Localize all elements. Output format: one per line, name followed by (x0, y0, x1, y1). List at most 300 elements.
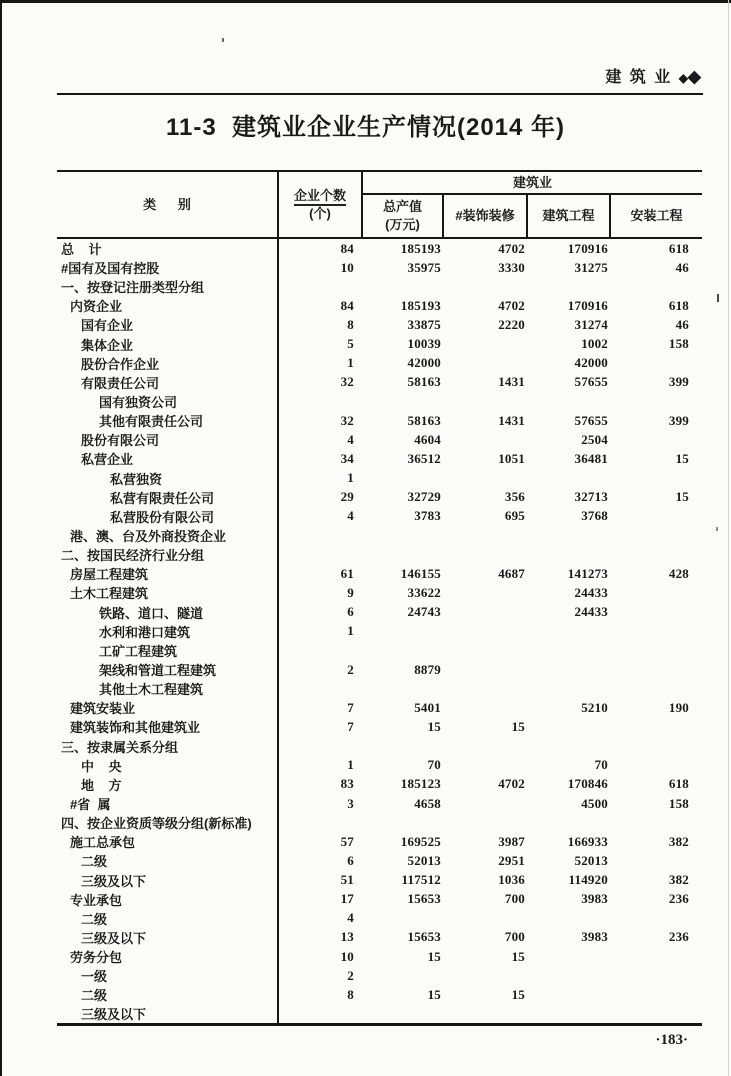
row-value-enterprise-count (278, 526, 362, 545)
row-value-construction (527, 966, 610, 985)
table-row (57, 641, 702, 660)
row-label: 架线和管道工程建筑 (57, 660, 278, 679)
table-row (57, 583, 702, 602)
row-value-decoration: 1431 (498, 412, 525, 428)
row-value-construction: 3768 (581, 508, 608, 524)
row-value-construction (527, 641, 610, 660)
row-label: 中 央 (57, 756, 278, 775)
row-value-decoration: 1036 (498, 872, 525, 888)
scan-edge-left (0, 0, 2, 1076)
row-value-total-output (362, 1004, 443, 1025)
row-label: 国有独资公司 (57, 392, 278, 411)
row-label: 港、澳、台及外商投资企业 (57, 526, 278, 545)
row-value-enterprise-count (278, 545, 362, 564)
table-row (57, 832, 702, 851)
row-value-total-output: 185193 (400, 297, 441, 313)
diamond-icon-large: ◆ (687, 67, 701, 86)
row-value-decoration: 695 (504, 508, 525, 524)
scan-speck (222, 38, 224, 42)
row-value-construction: 31274 (574, 316, 608, 332)
row-value-total-output (362, 545, 443, 564)
row-value-decoration: 15 (511, 986, 525, 1002)
row-value-total-output: 15 (427, 718, 441, 734)
row-value-installation (610, 354, 702, 373)
row-label: 房屋工程建筑 (57, 564, 278, 583)
table-row (57, 449, 702, 468)
row-value-installation (610, 717, 702, 736)
row-value-construction: 166933 (567, 833, 608, 849)
col-header-category: 类 别 (57, 171, 278, 238)
row-value-enterprise-count: 84 (340, 297, 354, 313)
row-value-total-output: 5401 (414, 699, 441, 715)
running-head (605, 64, 701, 87)
row-value-installation: 618 (668, 240, 690, 256)
row-value-enterprise-count (278, 392, 362, 411)
row-value-total-output (362, 392, 443, 411)
table-row (57, 1004, 702, 1025)
row-label: 四、按企业资质等级分组(新标准) (57, 813, 278, 832)
row-value-total-output: 52013 (407, 852, 441, 868)
row-value-enterprise-count: 4 (347, 431, 354, 447)
table-body (57, 238, 702, 1025)
table-row (57, 909, 702, 928)
row-value-decoration: 4702 (498, 776, 525, 792)
row-value-total-output: 70 (427, 757, 441, 773)
statistics-table-wrap (57, 170, 703, 1026)
row-label: 股份合作企业 (57, 354, 278, 373)
col-header-total-output-line1: 总产值 (382, 199, 422, 215)
row-value-enterprise-count: 6 (347, 852, 354, 868)
row-value-decoration (443, 354, 527, 373)
page-number: ·183· (655, 1032, 688, 1048)
row-label: 集体企业 (57, 335, 278, 354)
table-row (57, 373, 702, 392)
row-value-decoration (443, 545, 527, 564)
row-value-installation: 618 (668, 297, 690, 313)
row-value-total-output: 42000 (407, 355, 441, 371)
row-value-construction: 42000 (574, 355, 608, 371)
row-value-installation (610, 545, 702, 564)
row-value-construction: 2504 (581, 431, 608, 447)
scan-edge-right (728, 0, 729, 1076)
diamond-icon-small: ◆ (678, 71, 688, 85)
row-value-decoration: 700 (504, 929, 525, 945)
row-value-decoration: 4702 (498, 240, 525, 256)
row-label: 私营有限责任公司 (57, 488, 278, 507)
row-value-construction (527, 909, 610, 928)
row-label: 建筑安装业 (57, 698, 278, 717)
row-value-decoration (443, 335, 527, 354)
row-value-total-output (362, 966, 443, 985)
row-value-enterprise-count: 4 (347, 910, 354, 926)
row-value-total-output: 33622 (407, 584, 441, 600)
col-header-industry-group: 建筑业 (362, 171, 702, 194)
row-value-construction (527, 469, 610, 488)
row-value-enterprise-count (278, 1004, 362, 1025)
table-row (57, 603, 702, 622)
row-value-total-output: 8879 (414, 661, 441, 677)
row-value-enterprise-count (278, 737, 362, 756)
row-value-installation (610, 507, 702, 526)
row-value-decoration (443, 603, 527, 622)
row-label: 水利和港口建筑 (57, 622, 278, 641)
row-label: 铁路、道口、隧道 (57, 603, 278, 622)
table-row (57, 890, 702, 909)
row-value-total-output: 169525 (400, 833, 441, 849)
table-row (57, 526, 702, 545)
row-value-enterprise-count: 5 (347, 336, 354, 352)
row-value-enterprise-count (278, 641, 362, 660)
row-label: 地 方 (57, 775, 278, 794)
row-value-construction: 170846 (567, 776, 608, 792)
row-value-construction (527, 737, 610, 756)
row-label: 私营独资 (57, 469, 278, 488)
row-value-total-output: 35975 (407, 259, 441, 275)
row-value-enterprise-count: 9 (347, 584, 354, 600)
row-value-construction: 57655 (574, 412, 608, 428)
row-value-enterprise-count: 32 (340, 374, 354, 390)
row-value-total-output (362, 526, 443, 545)
row-value-enterprise-count: 34 (340, 450, 354, 466)
row-value-construction (527, 660, 610, 679)
row-value-enterprise-count: 7 (347, 699, 354, 715)
row-value-decoration: 2951 (498, 852, 525, 868)
row-value-total-output: 146155 (400, 565, 441, 581)
row-value-total-output: 15653 (407, 929, 441, 945)
row-value-enterprise-count: 10 (340, 948, 354, 964)
row-value-total-output (362, 277, 443, 296)
row-value-total-output: 3783 (414, 508, 441, 524)
table-row (57, 928, 702, 947)
row-value-construction: 170916 (567, 240, 608, 256)
table-row (57, 354, 702, 373)
row-value-construction (527, 679, 610, 698)
row-value-total-output (362, 469, 443, 488)
row-value-construction: 31275 (574, 259, 608, 275)
row-label: 土木工程建筑 (57, 583, 278, 602)
table-row (57, 507, 702, 526)
row-value-installation (610, 1004, 702, 1025)
row-value-installation (610, 679, 702, 698)
row-value-enterprise-count: 84 (340, 240, 354, 256)
row-value-decoration (443, 469, 527, 488)
row-value-enterprise-count: 61 (340, 565, 354, 581)
row-value-decoration (443, 813, 527, 832)
table-row (57, 296, 702, 315)
row-label: 建筑装饰和其他建筑业 (57, 717, 278, 736)
row-value-decoration: 1431 (498, 374, 525, 390)
row-value-enterprise-count: 4 (347, 508, 354, 524)
row-value-installation: 236 (668, 891, 690, 907)
row-label: 总 计 (57, 238, 278, 258)
row-value-decoration (443, 660, 527, 679)
row-value-installation: 236 (668, 929, 690, 945)
row-value-construction: 1002 (581, 336, 608, 352)
row-value-total-output: 15653 (407, 891, 441, 907)
table-row (57, 985, 702, 1004)
row-label: 三级及以下 (57, 1004, 278, 1025)
table-row (57, 469, 702, 488)
table-row (57, 392, 702, 411)
table-row (57, 851, 702, 870)
row-value-construction: 4500 (581, 795, 608, 811)
row-label: 三级及以下 (57, 871, 278, 890)
table-row (57, 258, 702, 277)
row-value-installation: 15 (675, 489, 690, 505)
row-value-enterprise-count: 1 (347, 623, 354, 639)
row-label: 一级 (57, 966, 278, 985)
row-value-installation: 46 (675, 259, 690, 275)
row-value-decoration (443, 622, 527, 641)
row-value-enterprise-count: 1 (347, 757, 354, 773)
row-value-decoration (443, 794, 527, 813)
row-value-construction: 70 (594, 757, 608, 773)
row-label: 内资企业 (57, 296, 278, 315)
row-label: 施工总承包 (57, 832, 278, 851)
row-value-construction: 36481 (574, 450, 608, 466)
row-value-enterprise-count: 51 (340, 872, 354, 888)
row-value-enterprise-count: 32 (340, 412, 354, 428)
row-value-installation: 15 (675, 450, 690, 466)
row-label: 专业承包 (57, 890, 278, 909)
row-value-installation (610, 737, 702, 756)
row-value-construction (527, 1004, 610, 1025)
row-value-total-output: 4604 (414, 431, 441, 447)
row-value-decoration (443, 526, 527, 545)
row-value-decoration: 1051 (498, 450, 525, 466)
row-value-construction (527, 813, 610, 832)
row-value-decoration (443, 737, 527, 756)
row-label: 三、按隶属关系分组 (57, 737, 278, 756)
row-value-construction: 24433 (574, 604, 608, 620)
col-header-total-output-line2: (万元) (385, 217, 420, 232)
table-row (57, 411, 702, 430)
table-row (57, 238, 702, 258)
row-value-construction: 114920 (568, 872, 608, 888)
row-label: 其他土木工程建筑 (57, 679, 278, 698)
row-value-installation: 382 (668, 833, 690, 849)
row-value-enterprise-count: 10 (340, 259, 354, 275)
row-label: 国有企业 (57, 315, 278, 334)
row-value-installation (610, 660, 702, 679)
table-row (57, 488, 702, 507)
row-value-construction (527, 985, 610, 1004)
col-header-enterprise-count-line2: (个) (309, 205, 331, 221)
row-value-total-output: 58163 (407, 374, 441, 390)
row-value-installation (610, 641, 702, 660)
row-value-total-output: 4658 (414, 795, 441, 811)
row-value-installation: 399 (668, 374, 690, 390)
row-value-total-output: 15 (427, 986, 441, 1002)
row-label: 二、按国民经济行业分组 (57, 545, 278, 564)
row-value-installation (610, 603, 702, 622)
row-value-construction: 3983 (581, 929, 608, 945)
row-value-enterprise-count (278, 679, 362, 698)
row-value-installation (610, 277, 702, 296)
table-row (57, 335, 702, 354)
scan-speck (717, 294, 719, 302)
row-label: 私营企业 (57, 449, 278, 468)
row-value-decoration: 3987 (498, 833, 525, 849)
row-value-construction: 141273 (567, 565, 608, 581)
row-value-total-output: 32729 (407, 489, 441, 505)
statistics-table (57, 170, 702, 1026)
table-row (57, 430, 702, 449)
row-value-total-output: 58163 (407, 412, 441, 428)
row-value-construction (527, 947, 610, 966)
col-header-decoration: #装饰装修 (443, 194, 527, 238)
table-row (57, 813, 702, 832)
row-value-total-output: 185193 (400, 240, 441, 256)
row-value-construction (527, 392, 610, 411)
row-value-enterprise-count: 8 (347, 316, 354, 332)
table-row (57, 679, 702, 698)
row-value-installation: 190 (668, 699, 690, 715)
row-label: 二级 (57, 851, 278, 870)
row-value-installation (610, 813, 702, 832)
row-value-decoration (443, 392, 527, 411)
row-value-total-output: 36512 (407, 450, 441, 466)
row-value-installation: 382 (668, 872, 690, 888)
row-value-total-output (362, 679, 443, 698)
col-header-total-output (362, 194, 443, 238)
table-row (57, 794, 702, 813)
row-value-installation: 428 (668, 565, 690, 581)
row-value-construction: 57655 (574, 374, 608, 390)
row-value-enterprise-count (278, 277, 362, 296)
row-value-total-output: 117512 (401, 872, 441, 888)
row-value-total-output: 10039 (407, 336, 441, 352)
table-header (57, 171, 702, 238)
row-value-decoration (443, 966, 527, 985)
row-label: 其他有限责任公司 (57, 411, 278, 430)
row-value-enterprise-count: 1 (347, 470, 354, 486)
row-value-construction: 3983 (581, 891, 608, 907)
row-value-total-output (362, 737, 443, 756)
table-row (57, 756, 702, 775)
table-row (57, 698, 702, 717)
row-value-enterprise-count: 2 (347, 661, 354, 677)
row-value-installation (610, 430, 702, 449)
col-header-construction: 建筑工程 (527, 194, 610, 238)
row-value-installation: 158 (668, 795, 690, 811)
running-head-label: 建 筑 业 (605, 69, 679, 86)
row-label: 劳务分包 (57, 947, 278, 966)
row-value-decoration (443, 909, 527, 928)
row-value-decoration: 15 (511, 718, 525, 734)
table-row (57, 315, 702, 334)
row-value-enterprise-count: 57 (340, 833, 354, 849)
row-value-installation (610, 851, 702, 870)
row-value-installation (610, 469, 702, 488)
row-value-decoration (443, 679, 527, 698)
row-value-installation: 46 (675, 316, 690, 332)
row-value-total-output (362, 813, 443, 832)
row-value-enterprise-count: 7 (347, 718, 354, 734)
row-value-total-output (362, 622, 443, 641)
row-value-total-output (362, 641, 443, 660)
row-value-total-output: 185123 (400, 776, 441, 792)
row-value-installation: 618 (668, 776, 690, 792)
row-value-enterprise-count: 1 (347, 355, 354, 371)
row-value-installation (610, 909, 702, 928)
table-row (57, 622, 702, 641)
row-value-decoration: 700 (504, 891, 525, 907)
row-label: 一、按登记注册类型分组 (57, 277, 278, 296)
row-value-installation (610, 966, 702, 985)
row-value-enterprise-count: 17 (340, 891, 354, 907)
row-value-enterprise-count: 83 (340, 776, 354, 792)
row-value-decoration: 356 (504, 489, 525, 505)
row-value-construction (527, 622, 610, 641)
row-value-decoration: 15 (511, 948, 525, 964)
row-value-construction: 32713 (574, 489, 608, 505)
row-label: #省 属 (57, 794, 278, 813)
row-value-enterprise-count: 3 (347, 795, 354, 811)
row-value-installation: 399 (668, 412, 690, 428)
table-row (57, 947, 702, 966)
row-value-construction: 52013 (574, 852, 608, 868)
row-value-decoration (443, 1004, 527, 1025)
row-value-construction (527, 545, 610, 564)
row-label: 二级 (57, 985, 278, 1004)
header-rule (57, 93, 703, 95)
table-row (57, 660, 702, 679)
row-value-enterprise-count (278, 813, 362, 832)
row-value-decoration (443, 756, 527, 775)
row-value-decoration: 4702 (498, 297, 525, 313)
row-value-installation (610, 985, 702, 1004)
row-value-enterprise-count: 2 (347, 967, 354, 983)
row-value-installation: 158 (668, 336, 690, 352)
row-value-total-output: 24743 (407, 604, 441, 620)
row-value-decoration (443, 430, 527, 449)
row-value-enterprise-count: 6 (347, 604, 354, 620)
row-label: 股份有限公司 (57, 430, 278, 449)
row-value-decoration: 4687 (498, 565, 525, 581)
row-label: 三级及以下 (57, 928, 278, 947)
table-row (57, 545, 702, 564)
row-value-total-output: 15 (427, 948, 441, 964)
row-value-construction: 24433 (574, 584, 608, 600)
row-value-decoration: 2220 (498, 316, 525, 332)
row-label: 工矿工程建筑 (57, 641, 278, 660)
table-row (57, 717, 702, 736)
row-value-decoration: 3330 (498, 259, 525, 275)
col-header-enterprise-count-line1: 企业个数 (294, 188, 346, 206)
row-value-installation (610, 583, 702, 602)
row-value-installation (610, 756, 702, 775)
row-value-installation (610, 947, 702, 966)
table-row (57, 871, 702, 890)
row-label: 私营股份有限公司 (57, 507, 278, 526)
row-value-installation (610, 622, 702, 641)
col-header-installation: 安装工程 (610, 194, 702, 238)
scan-speck (716, 527, 718, 531)
scan-edge-top (0, 0, 731, 3)
row-value-installation (610, 392, 702, 411)
row-value-enterprise-count: 13 (340, 929, 354, 945)
row-value-enterprise-count: 29 (340, 489, 354, 505)
row-value-decoration (443, 698, 527, 717)
row-value-total-output: 33875 (407, 316, 441, 332)
row-value-enterprise-count: 8 (347, 986, 354, 1002)
table-row (57, 966, 702, 985)
col-header-enterprise-count (278, 171, 362, 238)
row-value-decoration (443, 277, 527, 296)
row-value-construction: 170916 (567, 297, 608, 313)
page-title: 11-3 建筑业企业生产情况(2014 年) (165, 114, 566, 141)
